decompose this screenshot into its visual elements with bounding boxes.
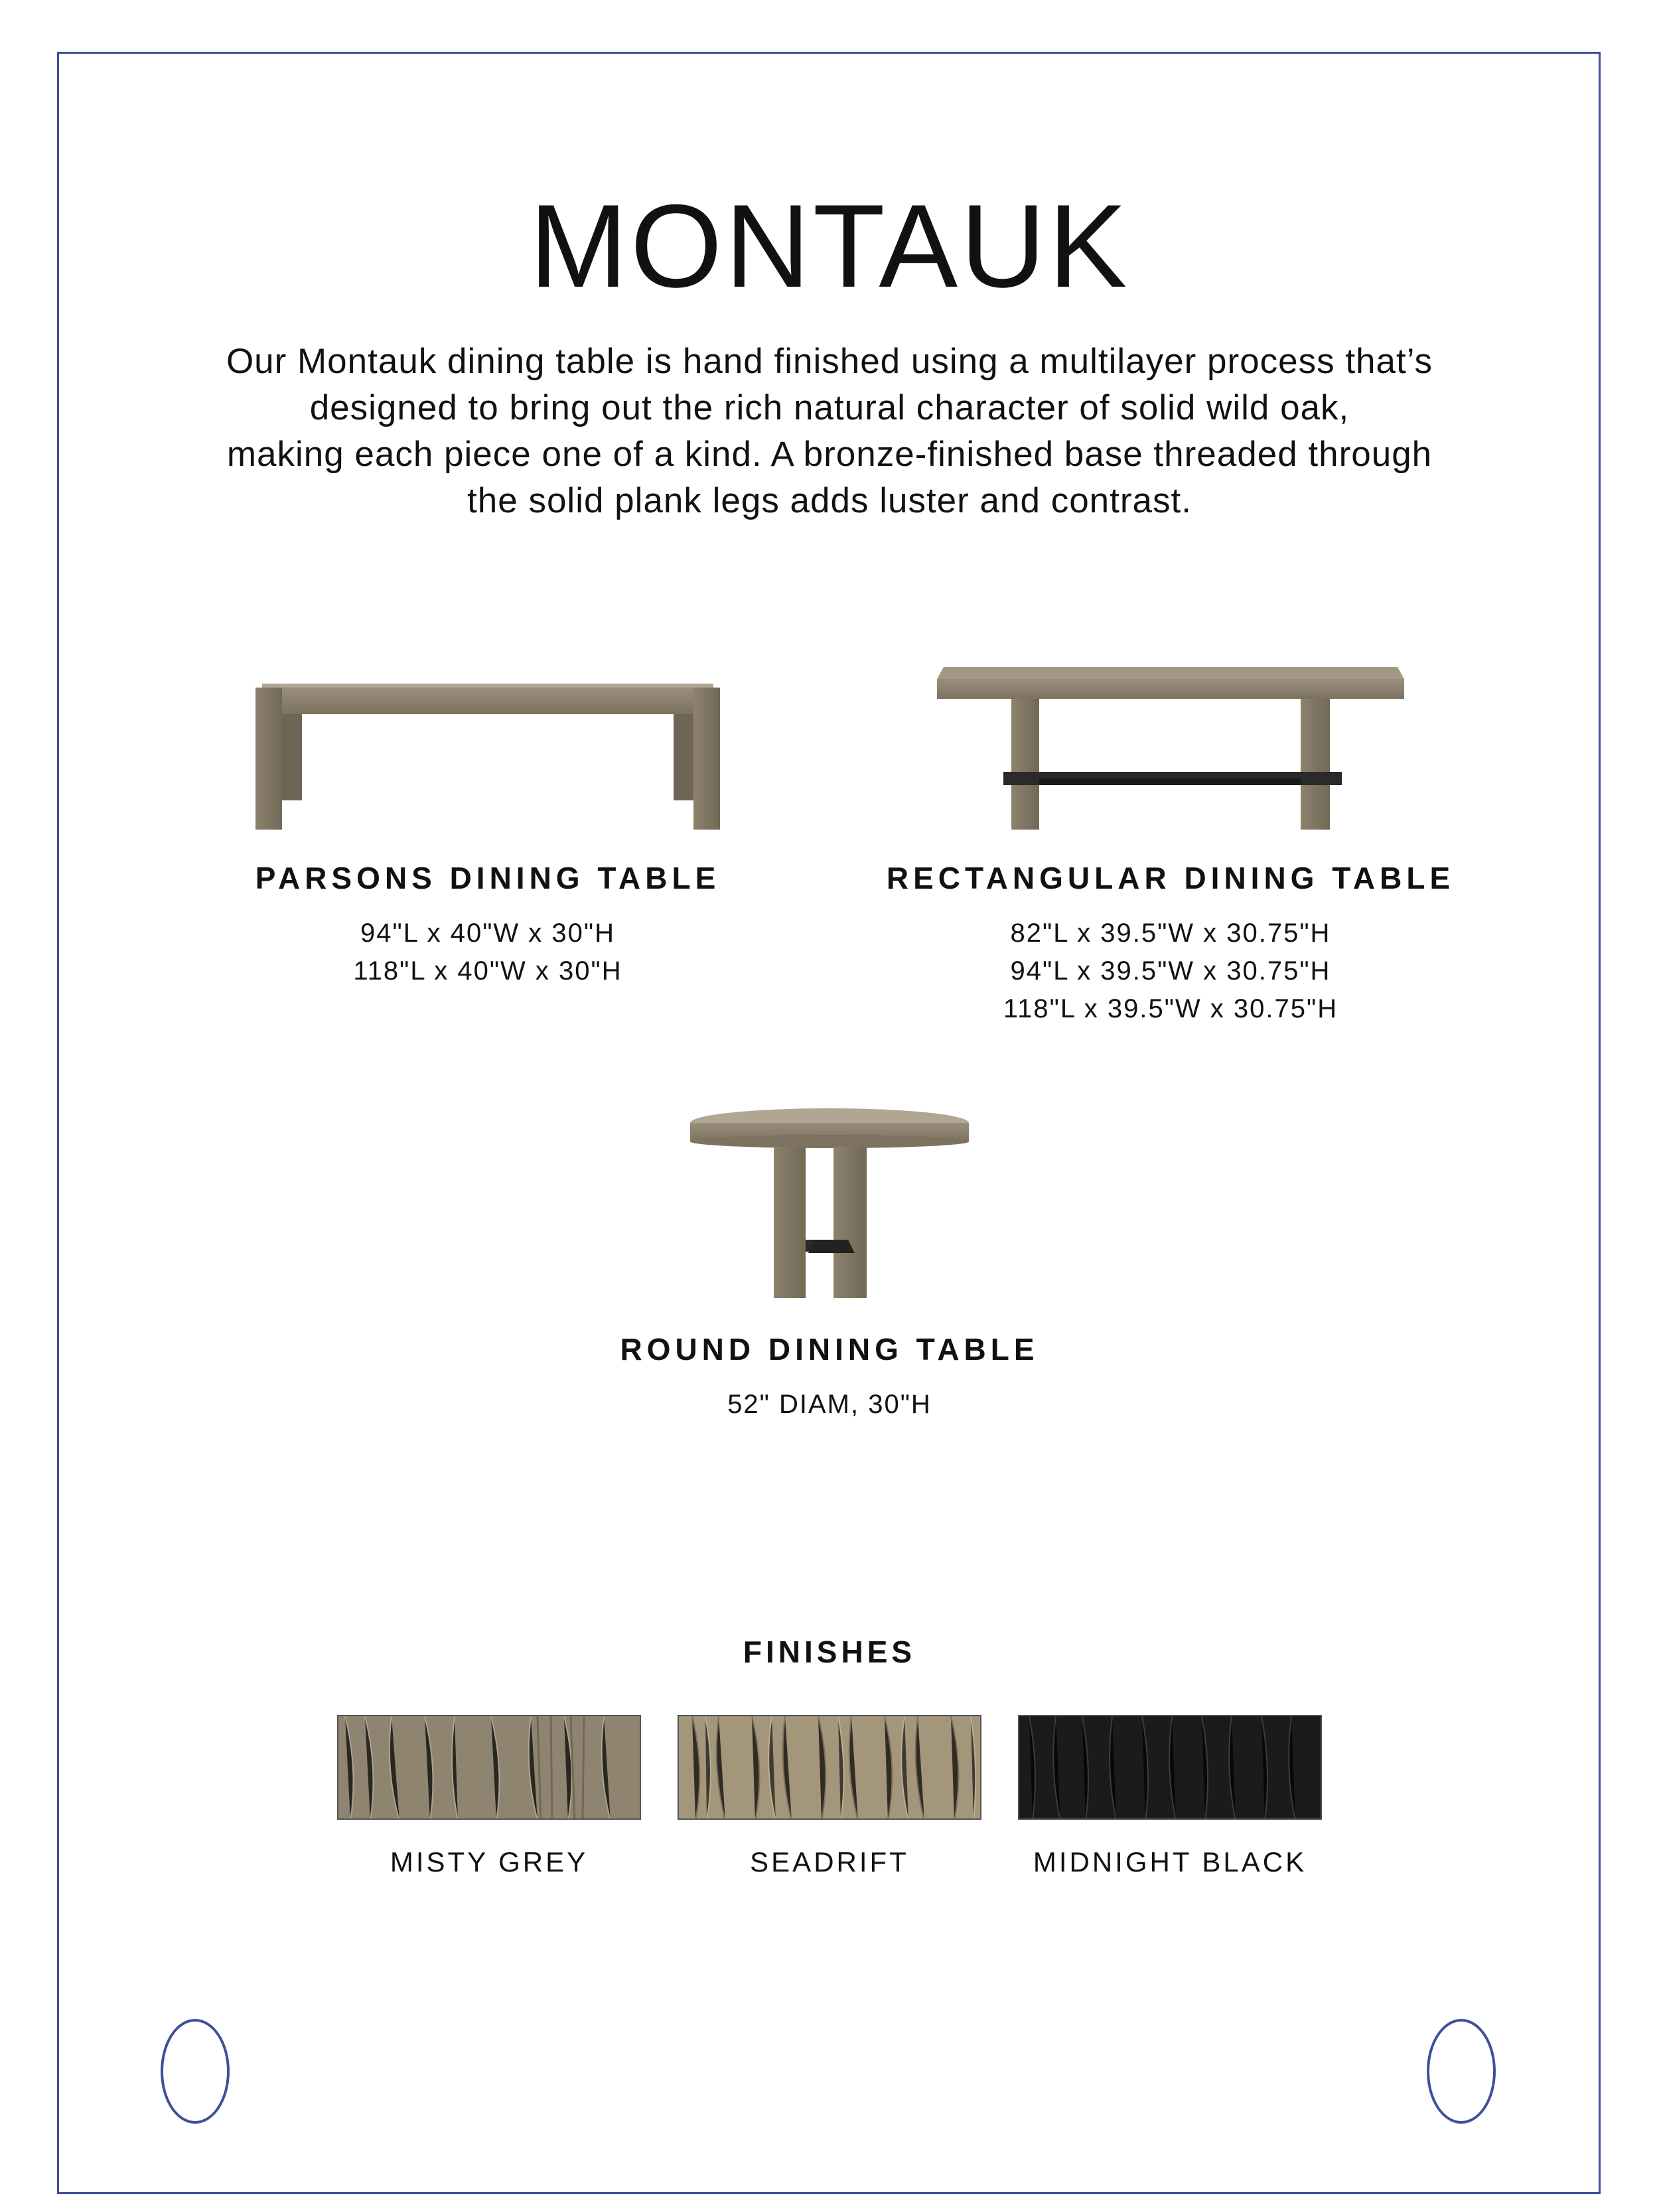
dimension-line: 94"L x 40"W x 30"H xyxy=(360,919,615,948)
seadrift-swatch xyxy=(678,1715,981,1820)
parsons-table-name: PARSONS DINING TABLE xyxy=(255,861,721,895)
parsons-table-image xyxy=(255,670,720,830)
round-table-image xyxy=(689,1107,970,1299)
intro-line: making each piece one of a kind. A bronze-finished base threaded through xyxy=(226,435,1433,474)
dimension-line: 52" DIAM, 30"H xyxy=(727,1390,932,1419)
midnight-black-label: MIDNIGHT BLACK xyxy=(1033,1846,1307,1878)
page-title: MONTAUK xyxy=(529,180,1130,312)
rectangular-table-name: RECTANGULAR DINING TABLE xyxy=(886,861,1455,895)
round-table-name: ROUND DINING TABLE xyxy=(620,1332,1039,1366)
dimension-line: 82"L x 39.5"W x 30.75"H xyxy=(1010,919,1331,948)
midnight-black-swatch xyxy=(1018,1715,1322,1820)
rectangular-table-image xyxy=(937,667,1404,830)
round-table-dimensions xyxy=(630,1386,1029,1424)
right-corner-oval xyxy=(1427,2019,1496,2124)
intro-line: Our Montauk dining table is hand finished using a multilayer process that’s xyxy=(226,342,1433,381)
misty-grey-swatch xyxy=(337,1715,641,1820)
finishes-title: FINISHES xyxy=(743,1635,916,1669)
misty-grey-label: MISTY GREY xyxy=(390,1846,589,1878)
rectangular-table-dimensions xyxy=(972,915,1370,1028)
intro-line: the solid plank legs adds luster and contrast. xyxy=(467,481,1192,520)
left-corner-oval xyxy=(161,2019,230,2124)
intro-paragraph xyxy=(133,338,1526,524)
dimension-line: 118"L x 39.5"W x 30.75"H xyxy=(1003,994,1338,1023)
intro-line: designed to bring out the rich natural character of solid wild oak, xyxy=(309,388,1350,427)
dimension-line: 94"L x 39.5"W x 30.75"H xyxy=(1010,956,1331,986)
parsons-table-dimensions xyxy=(289,915,687,990)
dimension-line: 118"L x 40"W x 30"H xyxy=(353,956,622,986)
seadrift-label: SEADRIFT xyxy=(750,1846,909,1878)
